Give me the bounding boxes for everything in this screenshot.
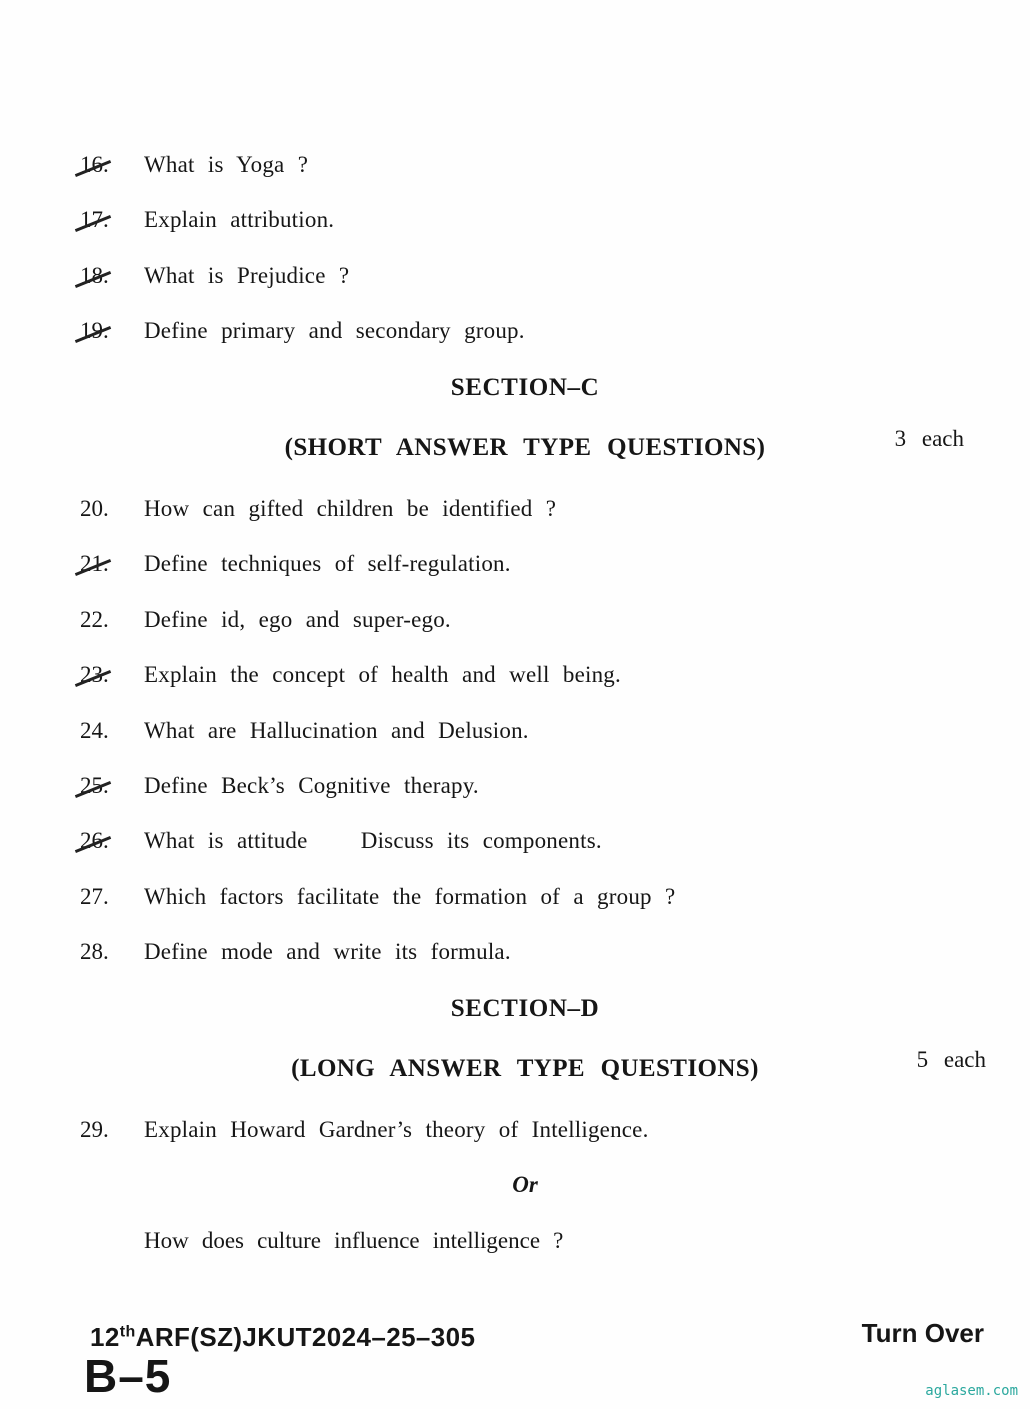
question-text: What is attitude Discuss its components. — [144, 828, 602, 854]
question-number: 27. — [80, 883, 109, 909]
paper-code-prefix: 12 — [90, 1322, 120, 1352]
question-text: Explain attribution. — [144, 207, 335, 233]
watermark-text: aglasem.com — [925, 1383, 1018, 1399]
booklet-code: B–5 — [84, 1350, 172, 1402]
question-item — [80, 939, 970, 965]
question-text: Define techniques of self-regulation. — [144, 551, 511, 577]
section-d-subheading: (LONG ANSWER TYPE QUESTIONS) — [291, 1054, 759, 1082]
paper-code-rest: ARF(SZ)JKUT2024–25–305 — [135, 1322, 476, 1352]
question-number: 18. — [80, 263, 144, 289]
question-number: 22. — [80, 606, 109, 632]
question-item — [80, 263, 970, 289]
question-item — [80, 551, 970, 577]
section-c-subheading-row — [80, 425, 970, 462]
section-d-heading: SECTION–D — [450, 994, 600, 1022]
section-c-heading: SECTION–C — [450, 373, 600, 401]
section-c-marks: 3 each — [894, 425, 964, 451]
question-number: 17. — [80, 207, 144, 233]
question-item — [80, 828, 970, 854]
question-number: 24. — [80, 717, 109, 743]
question-text: What are Hallucination and Delusion. — [144, 717, 529, 743]
question-text: What is Prejudice ? — [144, 262, 350, 288]
question-item — [80, 884, 970, 910]
question-text: Define Beck’s Cognitive therapy. — [144, 772, 479, 798]
section-d-marks: 5 each — [916, 1046, 986, 1072]
question-text: Define mode and write its formula. — [144, 939, 511, 965]
turn-over-label: Turn Over — [861, 1318, 984, 1348]
question-number: 21. — [80, 551, 144, 577]
question-number: 28. — [80, 939, 109, 965]
question-item — [80, 207, 970, 233]
question-item — [80, 1117, 970, 1143]
question-item — [80, 318, 970, 344]
question-item — [80, 662, 970, 688]
question-number: 26. — [80, 828, 144, 854]
question-number: 20. — [80, 495, 109, 521]
question-item — [80, 607, 970, 633]
or-separator: Or — [512, 1172, 538, 1198]
section-d-subheading-row — [80, 1046, 986, 1083]
question-text: Define primary and secondary group. — [144, 318, 525, 344]
question-list-top — [80, 152, 970, 345]
paper-code-superscript: th — [119, 1323, 136, 1341]
question-item — [80, 773, 970, 799]
question-text: Define id, ego and super-ego. — [144, 606, 451, 632]
question-list-section-d — [80, 1117, 970, 1143]
question-text: Explain the concept of health and well being. — [144, 662, 621, 688]
question-text: Which factors facilitate the formation of a group ? — [144, 883, 676, 909]
question-number: 19. — [80, 318, 144, 344]
alternative-question-text: How does culture influence intelligence ? — [144, 1228, 564, 1254]
question-list-section-c — [80, 496, 970, 966]
question-text: What is Yoga ? — [144, 152, 309, 177]
question-text: How can gifted children be identified ? — [144, 495, 557, 521]
question-item — [80, 718, 970, 744]
question-item — [80, 152, 970, 178]
section-c-subheading: (SHORT ANSWER TYPE QUESTIONS) — [284, 433, 766, 461]
question-number: 25. — [80, 773, 144, 799]
question-number: 23. — [80, 662, 144, 688]
question-text: Explain Howard Gardner’s theory of Intelligence. — [144, 1116, 649, 1142]
question-item — [80, 496, 970, 522]
question-number: 16. — [80, 152, 144, 178]
question-number: 29. — [80, 1116, 109, 1142]
